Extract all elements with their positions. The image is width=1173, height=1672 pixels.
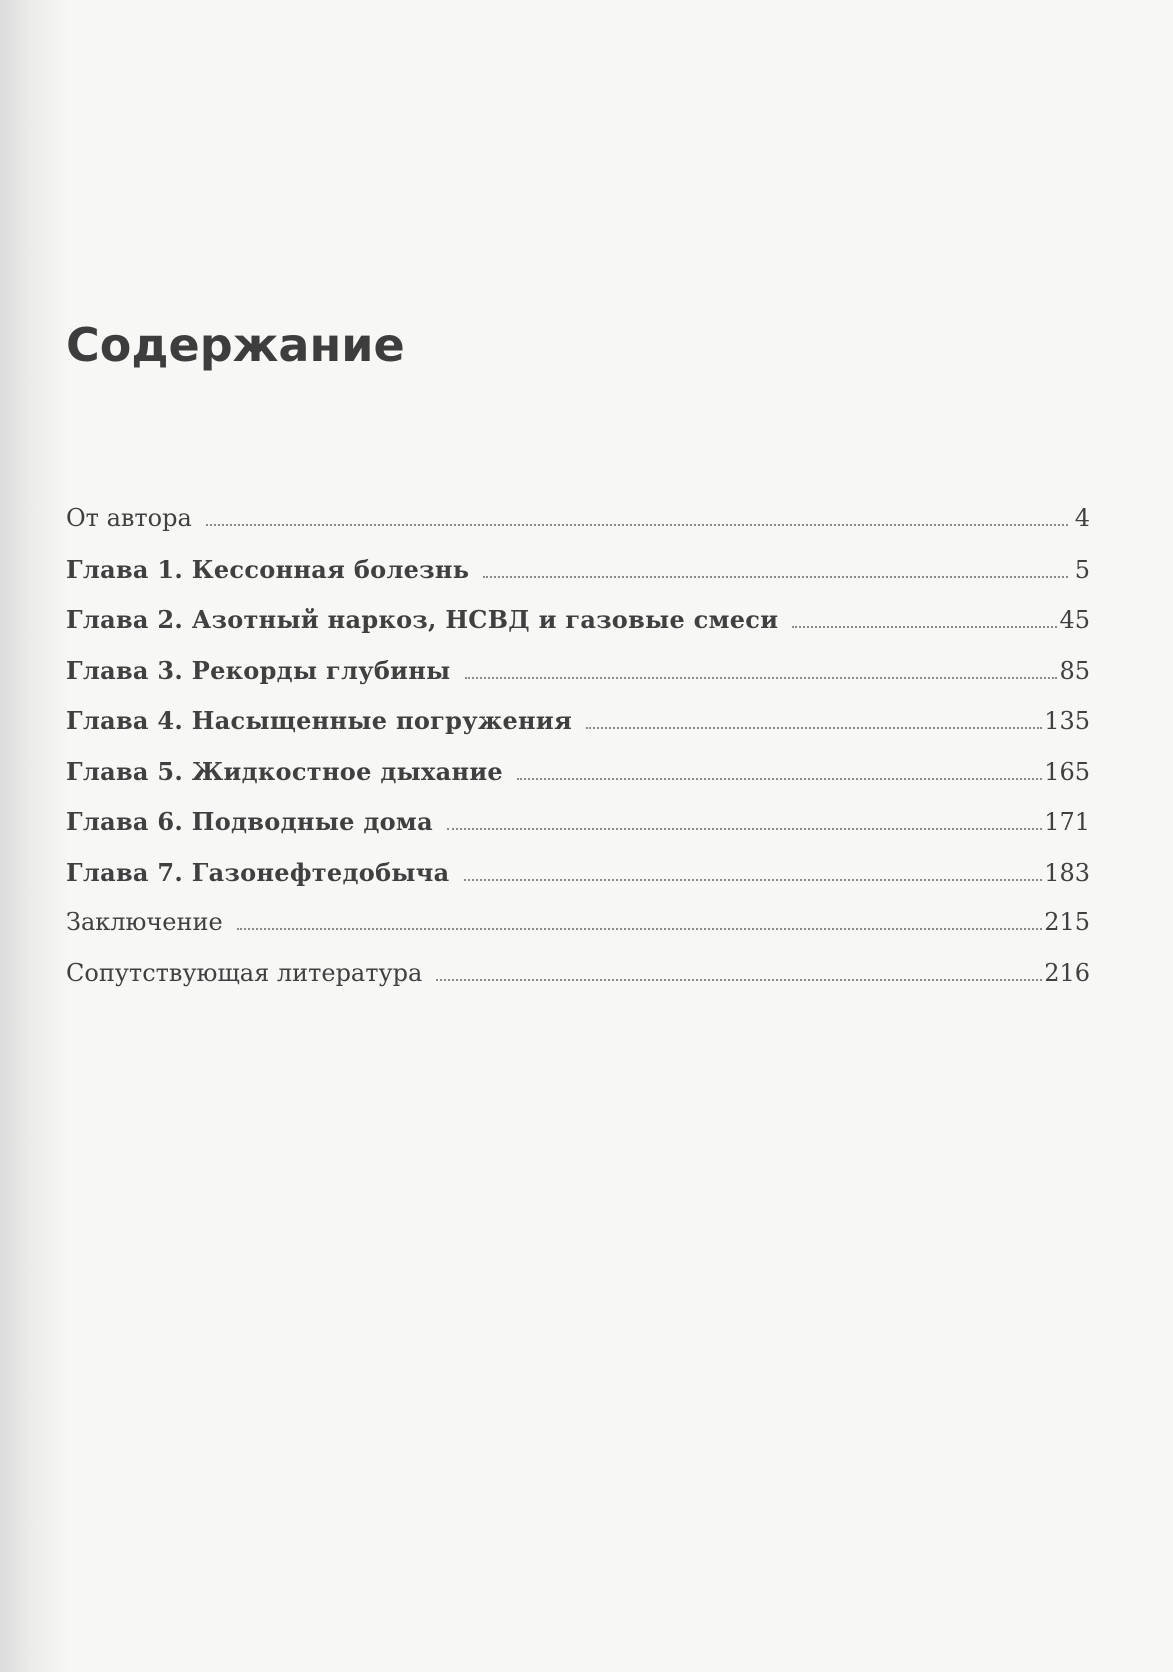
toc-entry-chapter-6 [66, 807, 1090, 858]
toc-entry-title: Глава 1. Кессонная болезнь [66, 554, 470, 584]
page-binding-shadow [0, 0, 70, 1672]
toc-entry-title: Глава 6. Подводные дома [66, 807, 433, 836]
page-title: Содержание [66, 318, 405, 372]
dot-leader [436, 979, 1042, 981]
dot-leader [447, 828, 1042, 830]
toc-entry-page: 165 [1044, 757, 1090, 786]
toc-entry-page: 85 [1059, 656, 1090, 685]
toc-entry-page: 215 [1044, 908, 1090, 936]
table-of-contents [66, 504, 1090, 1009]
toc-entry-chapter-4 [66, 706, 1090, 757]
toc-entry-page: 183 [1044, 858, 1090, 887]
toc-entry-chapter-2 [66, 605, 1090, 656]
dot-leader [206, 524, 1068, 526]
toc-entry-title: Глава 7. Газонефтедобыча [66, 857, 450, 887]
toc-entry-chapter-1 [66, 555, 1090, 606]
toc-entry-page: 216 [1044, 958, 1090, 987]
toc-entry-chapter-3 [66, 656, 1090, 707]
toc-entry-page: 45 [1059, 606, 1090, 634]
toc-entry-chapter-5 [66, 757, 1090, 808]
toc-entry-foreword [66, 504, 1090, 555]
dot-leader [465, 677, 1058, 679]
dot-leader [517, 778, 1042, 780]
toc-entry-page: 135 [1044, 707, 1090, 735]
toc-entry-references [66, 959, 1090, 1010]
toc-entry-chapter-7 [66, 858, 1090, 909]
toc-entry-page: 5 [1074, 555, 1090, 584]
toc-entry-title: Заключение [66, 908, 223, 936]
dot-leader [464, 879, 1043, 881]
toc-entry-title: Глава 3. Рекорды глубины [66, 655, 451, 685]
toc-entry-title: Глава 2. Азотный наркоз, НСВД и газовые смеси [66, 605, 779, 634]
toc-entry-title: От автора [66, 504, 192, 532]
toc-entry-page: 171 [1044, 808, 1090, 836]
dot-leader [792, 626, 1057, 628]
toc-entry-page: 4 [1074, 504, 1090, 532]
toc-entry-conclusion [66, 908, 1090, 959]
toc-entry-title: Глава 4. Насыщенные погружения [66, 706, 573, 735]
dot-leader [586, 727, 1042, 729]
toc-entry-title: Сопутствующая литература [66, 958, 423, 987]
dot-leader [237, 928, 1043, 930]
dot-leader [483, 576, 1068, 578]
toc-entry-title: Глава 5. Жидкостное дыхание [66, 756, 503, 786]
